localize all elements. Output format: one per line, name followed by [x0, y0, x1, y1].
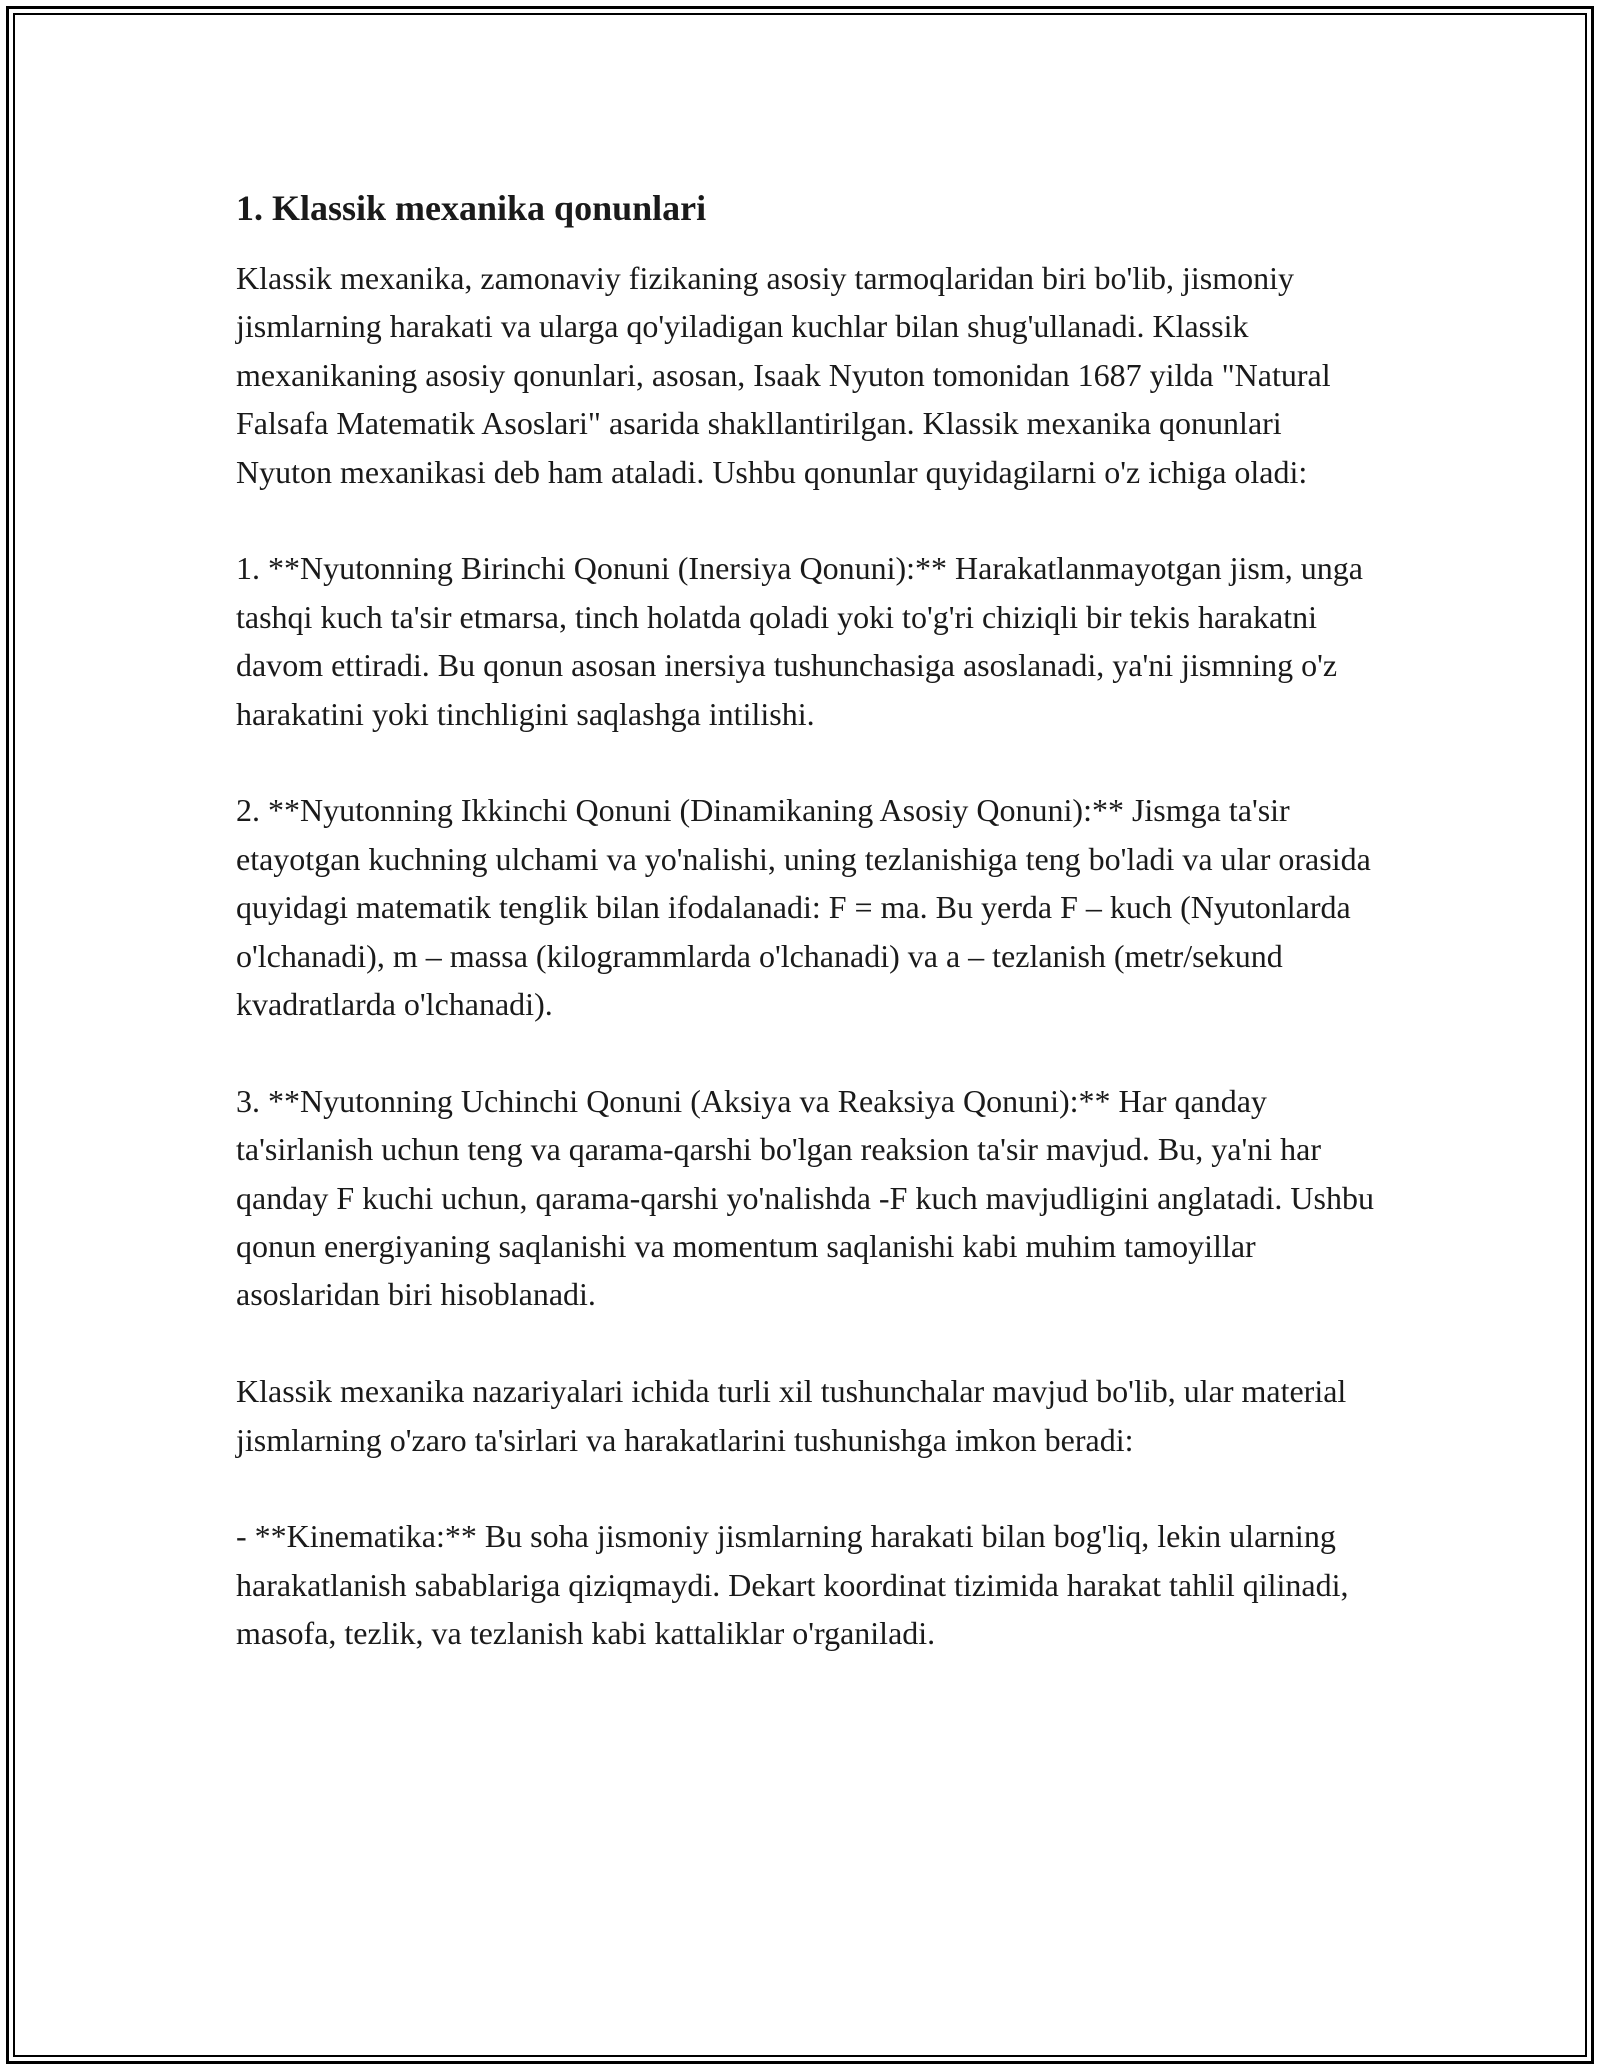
concepts-paragraph: Klassik mexanika nazariyalari ichida turli xil tushunchalar mavjud bo'lib, ular material jismlarning o'zaro ta'sirlari va harakatlarini tushunishga imkon beradi: [236, 1373, 1347, 1458]
document-body [236, 186, 1376, 1706]
second-law-paragraph: 2. **Nyutonning Ikkinchi Qonuni (Dinamikaning Asosiy Qonuni):** Jismga ta'sir etayotgan kuchning ulchami va yo'nalishi, uning tezlanishiga teng bo'ladi va ular orasida quyidagi matematik tenglik bilan ifodalanadi: F = ma. Bu yerda F – kuch (Nyutonlarda o'lchanadi), m – massa (kilogrammlarda o'lchanadi) va a – tezlanish (metr/sekund kvadratlarda o'lchanadi). [236, 792, 1371, 1023]
first-law-paragraph: 1. **Nyutonning Birinchi Qonuni (Inersiya Qonuni):** Harakatlanmayotgan jism, unga tashqi kuch ta'sir etmarsa, tinch holatda qoladi yoki to'g'ri chiziqli bir tekis harakatni davom ettiradi. Bu qonun asosan inersiya tushunchasiga asoslanadi, ya'ni jismning o'z harakatini yoki tinchligini saqlashga intilishi. [236, 550, 1363, 732]
intro-paragraph: Klassik mexanika, zamonaviy fizikaning asosiy tarmoqlaridan biri bo'lib, jismoniy jismlarning harakati va ularga qo'yiladigan kuchlar bilan shug'ullanadi. Klassik mexanikaning asosiy qonunlari, asosan, Isaak Nyuton tomonidan 1687 yilda "Natural Falsafa Matematik Asoslari" asarida shakllantirilgan. Klassik mexanika qonunlari Nyuton mexanikasi deb ham ataladi. Ushbu qonunlar quyidagilarni o'z ichiga oladi: [236, 260, 1331, 490]
kinematics-paragraph: - **Kinematika:** Bu soha jismoniy jismlarning harakati bilan bog'liq, lekin ularning harakatlanish sabablariga qiziqmaydi. Dekart koordinat tizimida harakat tahlil qilinadi, masofa, tezlik, va tezlanish kabi kattaliklar o'rganiladi. [236, 1518, 1349, 1652]
section-heading: 1. Klassik mexanika qonunlari [236, 188, 707, 228]
third-law-paragraph: 3. **Nyutonning Uchinchi Qonuni (Aksiya va Reaksiya Qonuni):** Har qanday ta'sirlanish uchun teng va qarama-qarshi bo'lgan reaksion ta'sir mavjud. Bu, ya'ni har qanday F kuchi uchun, qarama-qarshi yo'nalishda -F kuch mavjudligini anglatadi. Ushbu qonun energiyaning saqlanishi va momentum saqlanishi kabi muhim tamoyillar asoslaridan biri hisoblanadi. [236, 1082, 1374, 1313]
